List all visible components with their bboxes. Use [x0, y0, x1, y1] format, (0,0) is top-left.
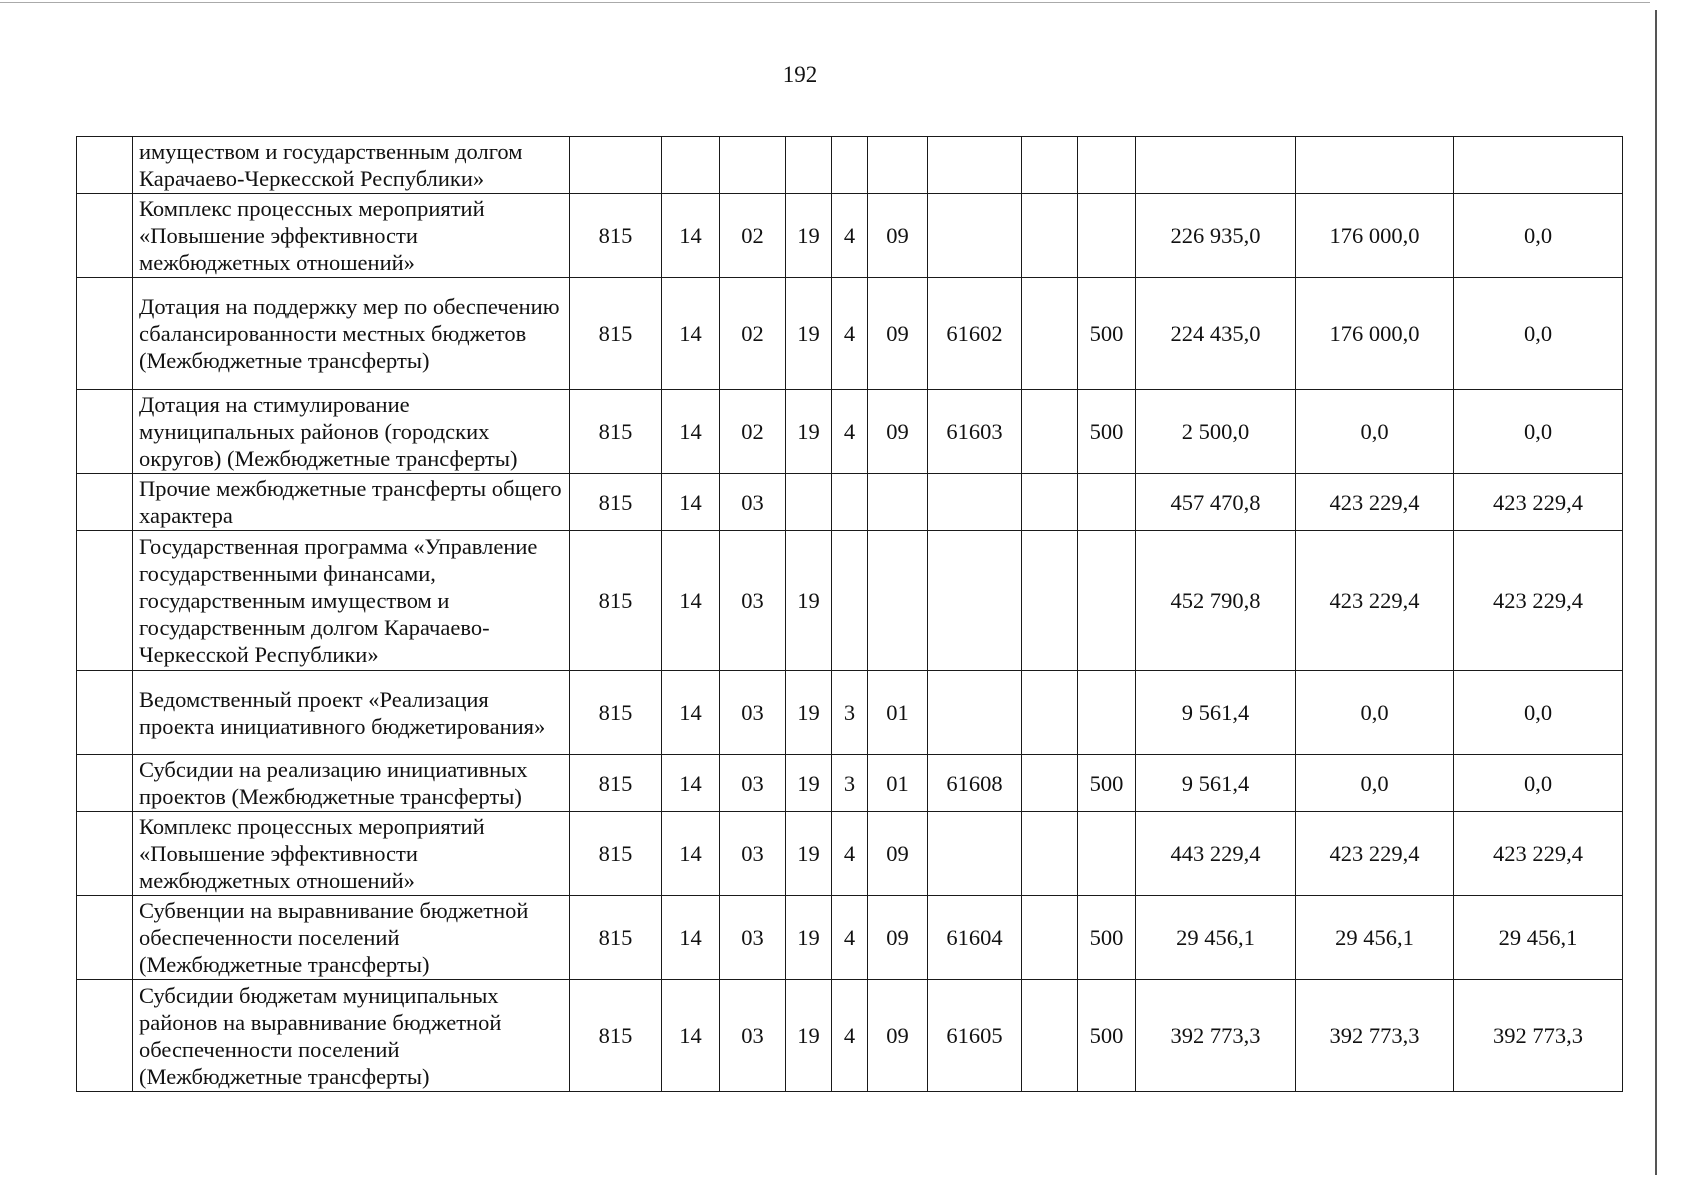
cell-amount-year2: 0,0 — [1296, 390, 1454, 474]
cell-direction: 61602 — [928, 278, 1022, 390]
cell-program: 19 — [786, 812, 832, 896]
cell-activity — [868, 137, 928, 194]
cell-direction — [928, 531, 1022, 671]
cell-section: 14 — [662, 194, 720, 278]
cell-section: 14 — [662, 896, 720, 980]
cell-expense-type — [1078, 812, 1136, 896]
cell-amount-year3: 392 773,3 — [1454, 980, 1623, 1092]
cell-subdirection — [1022, 896, 1078, 980]
cell-code-admin: 815 — [570, 390, 662, 474]
cell-amount-year2: 423 229,4 — [1296, 812, 1454, 896]
cell-program-type: 3 — [832, 755, 868, 812]
top-edge-line — [0, 2, 1650, 3]
cell-code-admin: 815 — [570, 812, 662, 896]
cell-amount-year1 — [1136, 137, 1296, 194]
cell-subdirection — [1022, 137, 1078, 194]
cell-subdirection — [1022, 194, 1078, 278]
budget-table — [76, 136, 1623, 1092]
table-row — [77, 531, 1623, 671]
cell-amount-year1: 2 500,0 — [1136, 390, 1296, 474]
cell-subsection: 03 — [720, 671, 786, 755]
cell-expense-type — [1078, 531, 1136, 671]
cell-activity: 01 — [868, 671, 928, 755]
cell-expense-type: 500 — [1078, 980, 1136, 1092]
cell-name: Комплекс процессных мероприятий «Повышение эффективности межбюджетных отношений» — [133, 812, 570, 896]
cell-program-type: 4 — [832, 390, 868, 474]
cell-name: имуществом и государственным долгом Карачаево-Черкесской Республики» — [133, 137, 570, 194]
cell-expense-type — [1078, 474, 1136, 531]
cell-amount-year1: 226 935,0 — [1136, 194, 1296, 278]
cell-activity: 09 — [868, 390, 928, 474]
cell-program: 19 — [786, 194, 832, 278]
cell-section: 14 — [662, 390, 720, 474]
cell-number — [77, 194, 133, 278]
table-row — [77, 194, 1623, 278]
cell-name: Дотация на поддержку мер по обеспечению сбалансированности местных бюджетов (Межбюджетные трансферты) — [133, 278, 570, 390]
cell-amount-year3: 423 229,4 — [1454, 812, 1623, 896]
cell-direction: 61608 — [928, 755, 1022, 812]
cell-amount-year2: 423 229,4 — [1296, 531, 1454, 671]
cell-expense-type: 500 — [1078, 896, 1136, 980]
cell-name: Субсидии на реализацию инициативных проектов (Межбюджетные трансферты) — [133, 755, 570, 812]
cell-expense-type — [1078, 194, 1136, 278]
right-edge-line — [1655, 10, 1657, 1175]
table-row — [77, 812, 1623, 896]
cell-program — [786, 474, 832, 531]
cell-section: 14 — [662, 278, 720, 390]
cell-subsection: 03 — [720, 531, 786, 671]
cell-program: 19 — [786, 278, 832, 390]
cell-name: Государственная программа «Управление государственными финансами, государственным имуществом и государственным долгом Карачаево-Черкесской Республики» — [133, 531, 570, 671]
cell-program: 19 — [786, 755, 832, 812]
cell-code-admin: 815 — [570, 531, 662, 671]
cell-amount-year1: 9 561,4 — [1136, 755, 1296, 812]
cell-amount-year2: 423 229,4 — [1296, 474, 1454, 531]
cell-program-type: 4 — [832, 278, 868, 390]
cell-subdirection — [1022, 755, 1078, 812]
cell-subdirection — [1022, 531, 1078, 671]
cell-number — [77, 137, 133, 194]
cell-program-type: 4 — [832, 812, 868, 896]
cell-section: 14 — [662, 812, 720, 896]
cell-subsection: 03 — [720, 755, 786, 812]
cell-subsection: 03 — [720, 980, 786, 1092]
cell-program-type: 4 — [832, 896, 868, 980]
cell-number — [77, 755, 133, 812]
cell-amount-year1: 9 561,4 — [1136, 671, 1296, 755]
cell-number — [77, 980, 133, 1092]
cell-expense-type — [1078, 671, 1136, 755]
cell-program: 19 — [786, 671, 832, 755]
cell-subdirection — [1022, 980, 1078, 1092]
cell-number — [77, 812, 133, 896]
cell-section: 14 — [662, 755, 720, 812]
cell-subsection: 02 — [720, 390, 786, 474]
cell-name: Прочие межбюджетные трансферты общего характера — [133, 474, 570, 531]
cell-name: Субсидии бюджетам муниципальных районов на выравнивание бюджетной обеспеченности поселений (Межбюджетные трансферты) — [133, 980, 570, 1092]
cell-section: 14 — [662, 980, 720, 1092]
cell-amount-year3: 423 229,4 — [1454, 474, 1623, 531]
cell-section: 14 — [662, 671, 720, 755]
cell-code-admin: 815 — [570, 474, 662, 531]
cell-amount-year2 — [1296, 137, 1454, 194]
cell-code-admin: 815 — [570, 755, 662, 812]
cell-section: 14 — [662, 474, 720, 531]
cell-amount-year2: 0,0 — [1296, 671, 1454, 755]
cell-direction: 61603 — [928, 390, 1022, 474]
cell-program-type: 4 — [832, 194, 868, 278]
cell-amount-year3: 0,0 — [1454, 671, 1623, 755]
table-row — [77, 137, 1623, 194]
cell-expense-type: 500 — [1078, 278, 1136, 390]
table-body — [77, 137, 1623, 1092]
cell-amount-year2: 176 000,0 — [1296, 194, 1454, 278]
cell-direction — [928, 194, 1022, 278]
cell-program: 19 — [786, 896, 832, 980]
cell-subsection: 03 — [720, 474, 786, 531]
cell-subdirection — [1022, 390, 1078, 474]
cell-name: Субвенции на выравнивание бюджетной обеспеченности поселений (Межбюджетные трансферты) — [133, 896, 570, 980]
cell-amount-year1: 29 456,1 — [1136, 896, 1296, 980]
cell-direction: 61605 — [928, 980, 1022, 1092]
cell-subdirection — [1022, 278, 1078, 390]
cell-amount-year1: 224 435,0 — [1136, 278, 1296, 390]
cell-subdirection — [1022, 474, 1078, 531]
cell-activity: 01 — [868, 755, 928, 812]
cell-section: 14 — [662, 531, 720, 671]
cell-program — [786, 137, 832, 194]
cell-expense-type: 500 — [1078, 390, 1136, 474]
page-number: 192 — [782, 62, 818, 87]
cell-program-type — [832, 531, 868, 671]
cell-subdirection — [1022, 671, 1078, 755]
cell-name: Дотация на стимулирование муниципальных районов (городских округов) (Межбюджетные трансферты) — [133, 390, 570, 474]
cell-direction — [928, 474, 1022, 531]
table-row — [77, 671, 1623, 755]
table-row — [77, 896, 1623, 980]
table-row — [77, 474, 1623, 531]
cell-subsection: 02 — [720, 278, 786, 390]
cell-subsection: 03 — [720, 812, 786, 896]
cell-amount-year2: 0,0 — [1296, 755, 1454, 812]
cell-activity — [868, 531, 928, 671]
cell-amount-year3 — [1454, 137, 1623, 194]
cell-amount-year3: 29 456,1 — [1454, 896, 1623, 980]
table-row — [77, 278, 1623, 390]
cell-amount-year1: 452 790,8 — [1136, 531, 1296, 671]
cell-expense-type — [1078, 137, 1136, 194]
cell-direction: 61604 — [928, 896, 1022, 980]
cell-activity: 09 — [868, 278, 928, 390]
cell-expense-type: 500 — [1078, 755, 1136, 812]
cell-subsection: 03 — [720, 896, 786, 980]
cell-amount-year2: 392 773,3 — [1296, 980, 1454, 1092]
cell-number — [77, 278, 133, 390]
table-row — [77, 755, 1623, 812]
cell-program: 19 — [786, 390, 832, 474]
cell-amount-year3: 423 229,4 — [1454, 531, 1623, 671]
cell-code-admin: 815 — [570, 278, 662, 390]
cell-number — [77, 531, 133, 671]
cell-code-admin: 815 — [570, 980, 662, 1092]
cell-number — [77, 390, 133, 474]
cell-code-admin: 815 — [570, 194, 662, 278]
cell-amount-year3: 0,0 — [1454, 278, 1623, 390]
cell-activity: 09 — [868, 896, 928, 980]
cell-amount-year1: 457 470,8 — [1136, 474, 1296, 531]
cell-number — [77, 671, 133, 755]
cell-program: 19 — [786, 980, 832, 1092]
cell-amount-year1: 392 773,3 — [1136, 980, 1296, 1092]
cell-amount-year1: 443 229,4 — [1136, 812, 1296, 896]
cell-subdirection — [1022, 812, 1078, 896]
cell-section — [662, 137, 720, 194]
cell-number — [77, 896, 133, 980]
cell-program-type — [832, 474, 868, 531]
table-row — [77, 390, 1623, 474]
cell-amount-year3: 0,0 — [1454, 194, 1623, 278]
cell-subsection — [720, 137, 786, 194]
cell-program: 19 — [786, 531, 832, 671]
cell-name: Комплекс процессных мероприятий «Повышение эффективности межбюджетных отношений» — [133, 194, 570, 278]
cell-code-admin — [570, 137, 662, 194]
cell-activity: 09 — [868, 980, 928, 1092]
cell-direction — [928, 137, 1022, 194]
cell-direction — [928, 671, 1022, 755]
cell-activity: 09 — [868, 812, 928, 896]
cell-amount-year3: 0,0 — [1454, 755, 1623, 812]
cell-amount-year2: 29 456,1 — [1296, 896, 1454, 980]
cell-program-type — [832, 137, 868, 194]
cell-activity: 09 — [868, 194, 928, 278]
cell-program-type: 3 — [832, 671, 868, 755]
cell-amount-year2: 176 000,0 — [1296, 278, 1454, 390]
cell-number — [77, 474, 133, 531]
cell-code-admin: 815 — [570, 671, 662, 755]
cell-name: Ведомственный проект «Реализация проекта инициативного бюджетирования» — [133, 671, 570, 755]
cell-amount-year3: 0,0 — [1454, 390, 1623, 474]
cell-direction — [928, 812, 1022, 896]
cell-activity — [868, 474, 928, 531]
cell-subsection: 02 — [720, 194, 786, 278]
cell-program-type: 4 — [832, 980, 868, 1092]
table-row — [77, 980, 1623, 1092]
cell-code-admin: 815 — [570, 896, 662, 980]
